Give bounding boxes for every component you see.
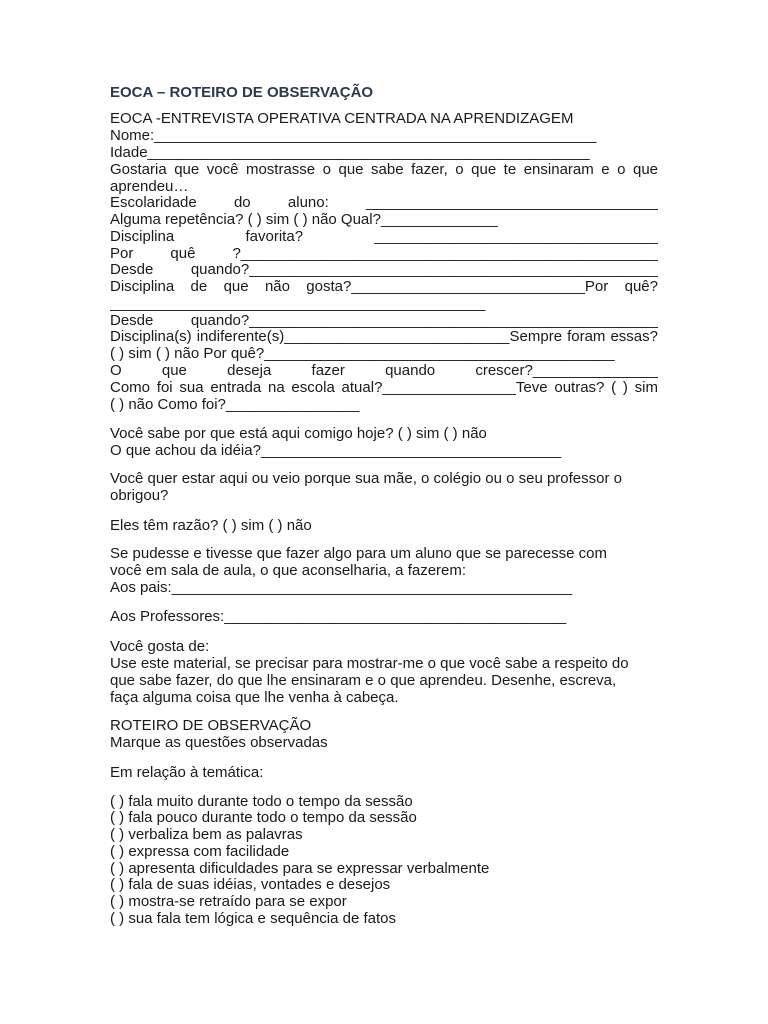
disliked-subject-line: Disciplina de que não gosta?____________________________Por quê?: [110, 278, 658, 295]
since-when-line: Desde quando?_________________________________________________: [110, 261, 658, 278]
favorite-subject-line: Disciplina favorita? __________________________________: [110, 228, 658, 245]
idea-field-line: O que achou da idéia?____________________________________: [110, 442, 562, 459]
schooling-field-line: Escolaridade do aluno: ___________________________________: [110, 194, 658, 211]
question-line: Se pudesse e tivesse que fazer algo para um aluno que se parecesse com: [110, 545, 607, 562]
document-title: EOCA – ROTEIRO DE OBSERVAÇÃO: [110, 84, 374, 101]
name-field-line: Nome:_____________________________________________________: [110, 127, 597, 144]
text-line: Você gosta de:: [110, 638, 210, 655]
text-line: Em relação à temática:: [110, 764, 264, 781]
how-was-it-line: ( ) não Como foi?________________: [110, 396, 360, 413]
text-line: Use este material, se precisar para mostrar-me o que você sabe a respeito do: [110, 655, 629, 672]
section-heading: ROTEIRO DE OBSERVAÇÃO: [110, 717, 312, 734]
school-entry-line: Como foi sua entrada na escola atual?________________Teve outras? ( ) sim: [110, 379, 658, 396]
checklist-item: ( ) sua fala tem lógica e sequência de fatos: [110, 910, 396, 927]
checklist-item: ( ) fala pouco durante todo o tempo da sessão: [110, 809, 417, 826]
since-when-line: Desde quando?_________________________________________________: [110, 312, 658, 329]
text-line: Gostaria que você mostrasse o que sabe fazer, o que te ensinaram e o que: [110, 161, 658, 178]
age-field-line: Idade_____________________________________________________: [110, 144, 590, 161]
future-wish-line: O que deseja fazer quando crescer?_______________: [110, 362, 658, 379]
text-line: Marque as questões observadas: [110, 734, 328, 751]
teachers-field-line: Aos Professores:_________________________________________: [110, 608, 567, 625]
question-line: Você quer estar aqui ou veio porque sua mãe, o colégio ou o seu professor o: [110, 470, 622, 487]
checklist-item: ( ) fala muito durante todo o tempo da sessão: [110, 793, 413, 810]
checklist-item: ( ) expressa com facilidade: [110, 843, 290, 860]
blank-field-line: _____________________________________________: [110, 295, 486, 312]
why-field-line: Por quê ?__________________________________________________: [110, 245, 658, 262]
question-line: Você sabe por que está aqui comigo hoje? ( ) sim ( ) não: [110, 425, 487, 442]
text-line: faça alguma coisa que lhe venha à cabeça.: [110, 689, 399, 706]
checklist-item: ( ) apresenta dificuldades para se expressar verbalmente: [110, 860, 490, 877]
checklist-item: ( ) verbaliza bem as palavras: [110, 826, 303, 843]
text-line: EOCA -ENTREVISTA OPERATIVA CENTRADA NA APRENDIZAGEM: [110, 110, 574, 127]
question-line: Eles têm razão? ( ) sim ( ) não: [110, 517, 312, 534]
checklist-item: ( ) fala de suas idéias, vontades e desejos: [110, 876, 391, 893]
text-line: obrigou?: [110, 487, 169, 504]
text-line: que sabe fazer, do que lhe ensinaram e o que aprendeu. Desenhe, escreva,: [110, 672, 617, 689]
checklist-item: ( ) mostra-se retraído para se expor: [110, 893, 347, 910]
indifferent-subject-line: Disciplina(s) indiferente(s)___________________________Sempre foram essas?: [110, 328, 658, 345]
text-line: aprendeu…: [110, 178, 189, 195]
repetition-field-line: Alguma repetência? ( ) sim ( ) não Qual?______________: [110, 211, 498, 228]
text-line: você em sala de aula, o que aconselharia, a fazerem:: [110, 562, 467, 579]
why-field-line: ( ) sim ( ) não Por quê?__________________________________________: [110, 345, 615, 362]
parents-field-line: Aos pais:________________________________________________: [110, 579, 573, 596]
